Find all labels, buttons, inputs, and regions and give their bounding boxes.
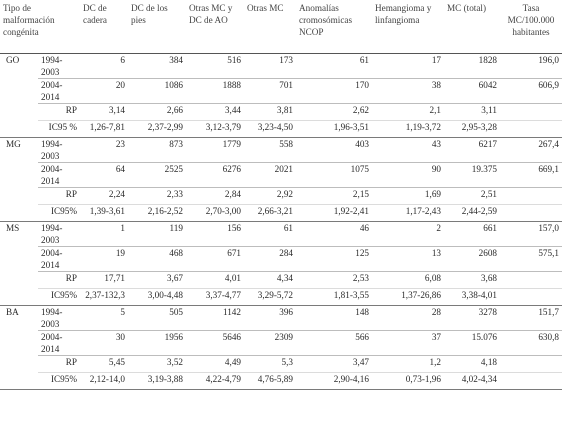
table-cell: 2,16-2,52 <box>128 204 186 221</box>
period-label: 2004-2014 <box>38 246 80 271</box>
table-cell: 3,12-3,79 <box>186 120 244 137</box>
table-cell: 505 <box>128 305 186 330</box>
table-cell: 4,34 <box>244 271 296 288</box>
table-row <box>0 204 562 221</box>
rp-label: RP <box>38 187 80 204</box>
table-cell: 2,70-3,00 <box>186 204 244 221</box>
table-row <box>0 330 562 355</box>
ci-label: IC95% <box>38 204 80 221</box>
table-cell: 4,18 <box>444 355 500 372</box>
table-cell: 403 <box>296 137 372 162</box>
table-cell: 1,81-3,55 <box>296 288 372 305</box>
table-cell: 1,96-3,51 <box>296 120 372 137</box>
table-cell: 46 <box>296 221 372 246</box>
table-cell: 30 <box>80 330 128 355</box>
table-cell: 90 <box>372 162 444 187</box>
header-anomalias: Anomalías cromosómicas NCOP <box>296 0 372 53</box>
table-cell: 0,73-1,96 <box>372 372 444 389</box>
table-cell: 37 <box>372 330 444 355</box>
period-label: 2004-2014 <box>38 330 80 355</box>
table-cell: 2021 <box>244 162 296 187</box>
table-cell: 148 <box>296 305 372 330</box>
table-cell: 2,12-14,0 <box>80 372 128 389</box>
table-cell: 170 <box>296 78 372 103</box>
table-cell: 19 <box>80 246 128 271</box>
table-cell: 3,68 <box>444 271 500 288</box>
period-label: 1994-2003 <box>38 137 80 162</box>
header-row <box>0 0 562 53</box>
table-cell: 3,11 <box>444 103 500 120</box>
table-cell: 15.076 <box>444 330 500 355</box>
table-cell: 2,90-4,16 <box>296 372 372 389</box>
period-label: 1994-2003 <box>38 221 80 246</box>
table-cell: 5,45 <box>80 355 128 372</box>
table-cell: 3,38-4,01 <box>444 288 500 305</box>
table-cell: 468 <box>128 246 186 271</box>
table-row <box>0 355 562 372</box>
header-tasa: Tasa MC/100.000 habitantes <box>500 0 562 53</box>
region-label: MS <box>0 221 38 305</box>
table-cell: 669,1 <box>500 162 562 187</box>
table-cell: 1,26-7,81 <box>80 120 128 137</box>
table-cell: 64 <box>80 162 128 187</box>
table-cell: 396 <box>244 305 296 330</box>
table-cell: 1075 <box>296 162 372 187</box>
table-cell: 3,00-4,48 <box>128 288 186 305</box>
table-cell: 2,95-3,28 <box>444 120 500 137</box>
table-cell: 61 <box>244 221 296 246</box>
table-cell: 119 <box>128 221 186 246</box>
table-row <box>0 271 562 288</box>
table-cell: 3,67 <box>128 271 186 288</box>
table-cell: 873 <box>128 137 186 162</box>
table-cell: 173 <box>244 53 296 78</box>
table-row <box>0 78 562 103</box>
table-cell <box>500 103 562 120</box>
table-cell: 516 <box>186 53 244 78</box>
table-row <box>0 288 562 305</box>
table-cell: 2,66 <box>128 103 186 120</box>
table-cell: 4,01 <box>186 271 244 288</box>
rp-label: RP <box>38 103 80 120</box>
table-cell <box>500 204 562 221</box>
table-cell: 6,08 <box>372 271 444 288</box>
table-cell: 284 <box>244 246 296 271</box>
table-cell: 4,02-4,34 <box>444 372 500 389</box>
table-cell: 2525 <box>128 162 186 187</box>
table-cell: 2,84 <box>186 187 244 204</box>
table-cell <box>500 355 562 372</box>
table-row <box>0 103 562 120</box>
table-row <box>0 137 562 162</box>
table-row <box>0 246 562 271</box>
table-row <box>0 53 562 78</box>
table-cell <box>500 372 562 389</box>
table-cell: 661 <box>444 221 500 246</box>
table-cell: 1,69 <box>372 187 444 204</box>
table-cell: 5 <box>80 305 128 330</box>
table-cell: 2 <box>372 221 444 246</box>
table-cell: 17 <box>372 53 444 78</box>
table-cell: 38 <box>372 78 444 103</box>
table-cell: 1888 <box>186 78 244 103</box>
table-cell: 2,33 <box>128 187 186 204</box>
table-row <box>0 372 562 389</box>
table-cell: 4,76-5,89 <box>244 372 296 389</box>
table-cell: 28 <box>372 305 444 330</box>
table-cell: 1,19-3,72 <box>372 120 444 137</box>
table-cell: 1779 <box>186 137 244 162</box>
table-cell: 157,0 <box>500 221 562 246</box>
table-cell: 3,44 <box>186 103 244 120</box>
table-cell: 2,15 <box>296 187 372 204</box>
period-label: 2004-2014 <box>38 162 80 187</box>
table-cell: 125 <box>296 246 372 271</box>
table-cell: 1,37-26,86 <box>372 288 444 305</box>
ci-label: IC95% <box>38 288 80 305</box>
table-cell: 267,4 <box>500 137 562 162</box>
table-cell <box>500 120 562 137</box>
table-cell: 630,8 <box>500 330 562 355</box>
table-cell: 3278 <box>444 305 500 330</box>
table-cell: 43 <box>372 137 444 162</box>
header-otras-mc: Otras MC <box>244 0 296 53</box>
header-otras-mc-dc-ao: Otras MC y DC de AO <box>186 0 244 53</box>
table-cell: 1 <box>80 221 128 246</box>
table-cell: 3,81 <box>244 103 296 120</box>
table-row <box>0 187 562 204</box>
table-cell: 19.375 <box>444 162 500 187</box>
table-cell <box>500 271 562 288</box>
region-label: MG <box>0 137 38 221</box>
table-cell: 196,0 <box>500 53 562 78</box>
table-cell: 5,3 <box>244 355 296 372</box>
ci-label: IC95% <box>38 372 80 389</box>
table-cell: 2,51 <box>444 187 500 204</box>
table-cell: 3,14 <box>80 103 128 120</box>
table-cell: 1,17-2,43 <box>372 204 444 221</box>
table-cell: 2,92 <box>244 187 296 204</box>
period-label: 1994-2003 <box>38 305 80 330</box>
table-cell: 4,49 <box>186 355 244 372</box>
table-cell: 701 <box>244 78 296 103</box>
table-cell: 2,44-2,59 <box>444 204 500 221</box>
rp-label: RP <box>38 271 80 288</box>
table-cell: 6276 <box>186 162 244 187</box>
table-cell: 2,24 <box>80 187 128 204</box>
table-cell: 3,52 <box>128 355 186 372</box>
period-label: 1994-2003 <box>38 53 80 78</box>
header-mc-total: MC (total) <box>444 0 500 53</box>
table-cell: 1,39-3,61 <box>80 204 128 221</box>
table-cell: 1,92-2,41 <box>296 204 372 221</box>
table-cell: 3,19-3,88 <box>128 372 186 389</box>
region-label: GO <box>0 53 38 137</box>
table-cell: 3,29-5,72 <box>244 288 296 305</box>
table-cell: 23 <box>80 137 128 162</box>
table-row <box>0 221 562 246</box>
region-label: BA <box>0 305 38 389</box>
table-cell: 384 <box>128 53 186 78</box>
table-cell: 2,37-2,99 <box>128 120 186 137</box>
table-cell: 3,47 <box>296 355 372 372</box>
table-cell: 4,22-4,79 <box>186 372 244 389</box>
table-cell <box>500 187 562 204</box>
table-cell: 2,62 <box>296 103 372 120</box>
table-cell: 6042 <box>444 78 500 103</box>
table-cell: 575,1 <box>500 246 562 271</box>
table-cell: 1,2 <box>372 355 444 372</box>
period-label: 2004-2014 <box>38 78 80 103</box>
table-cell: 61 <box>296 53 372 78</box>
table-row <box>0 120 562 137</box>
table-cell: 3,37-4,77 <box>186 288 244 305</box>
table-cell: 558 <box>244 137 296 162</box>
table-cell: 566 <box>296 330 372 355</box>
header-hemangioma: Hemangioma y linfangioma <box>372 0 444 53</box>
table-cell: 151,7 <box>500 305 562 330</box>
table-cell: 3,23-4,50 <box>244 120 296 137</box>
table-cell: 1086 <box>128 78 186 103</box>
table-cell: 13 <box>372 246 444 271</box>
header-type: Tipo de malformación congénita <box>0 0 80 53</box>
table-cell: 606,9 <box>500 78 562 103</box>
table-cell: 6217 <box>444 137 500 162</box>
table-cell: 1956 <box>128 330 186 355</box>
table-cell: 156 <box>186 221 244 246</box>
table-cell: 2608 <box>444 246 500 271</box>
header-dc-cadera: DC de cadera <box>80 0 128 53</box>
rp-label: RP <box>38 355 80 372</box>
table-row <box>0 162 562 187</box>
table-cell: 2,1 <box>372 103 444 120</box>
table-cell: 17,71 <box>80 271 128 288</box>
table-cell: 2,66-3,21 <box>244 204 296 221</box>
table-cell: 2,37-132,3 <box>80 288 128 305</box>
table-cell: 6 <box>80 53 128 78</box>
table-cell: 2,53 <box>296 271 372 288</box>
table-cell: 671 <box>186 246 244 271</box>
table-row <box>0 305 562 330</box>
table-cell: 1828 <box>444 53 500 78</box>
table-cell: 1142 <box>186 305 244 330</box>
table-cell <box>500 288 562 305</box>
table-cell: 5646 <box>186 330 244 355</box>
table-cell: 20 <box>80 78 128 103</box>
table-cell: 2309 <box>244 330 296 355</box>
ci-label: IC95 % <box>38 120 80 137</box>
header-dc-pies: DC de los pies <box>128 0 186 53</box>
